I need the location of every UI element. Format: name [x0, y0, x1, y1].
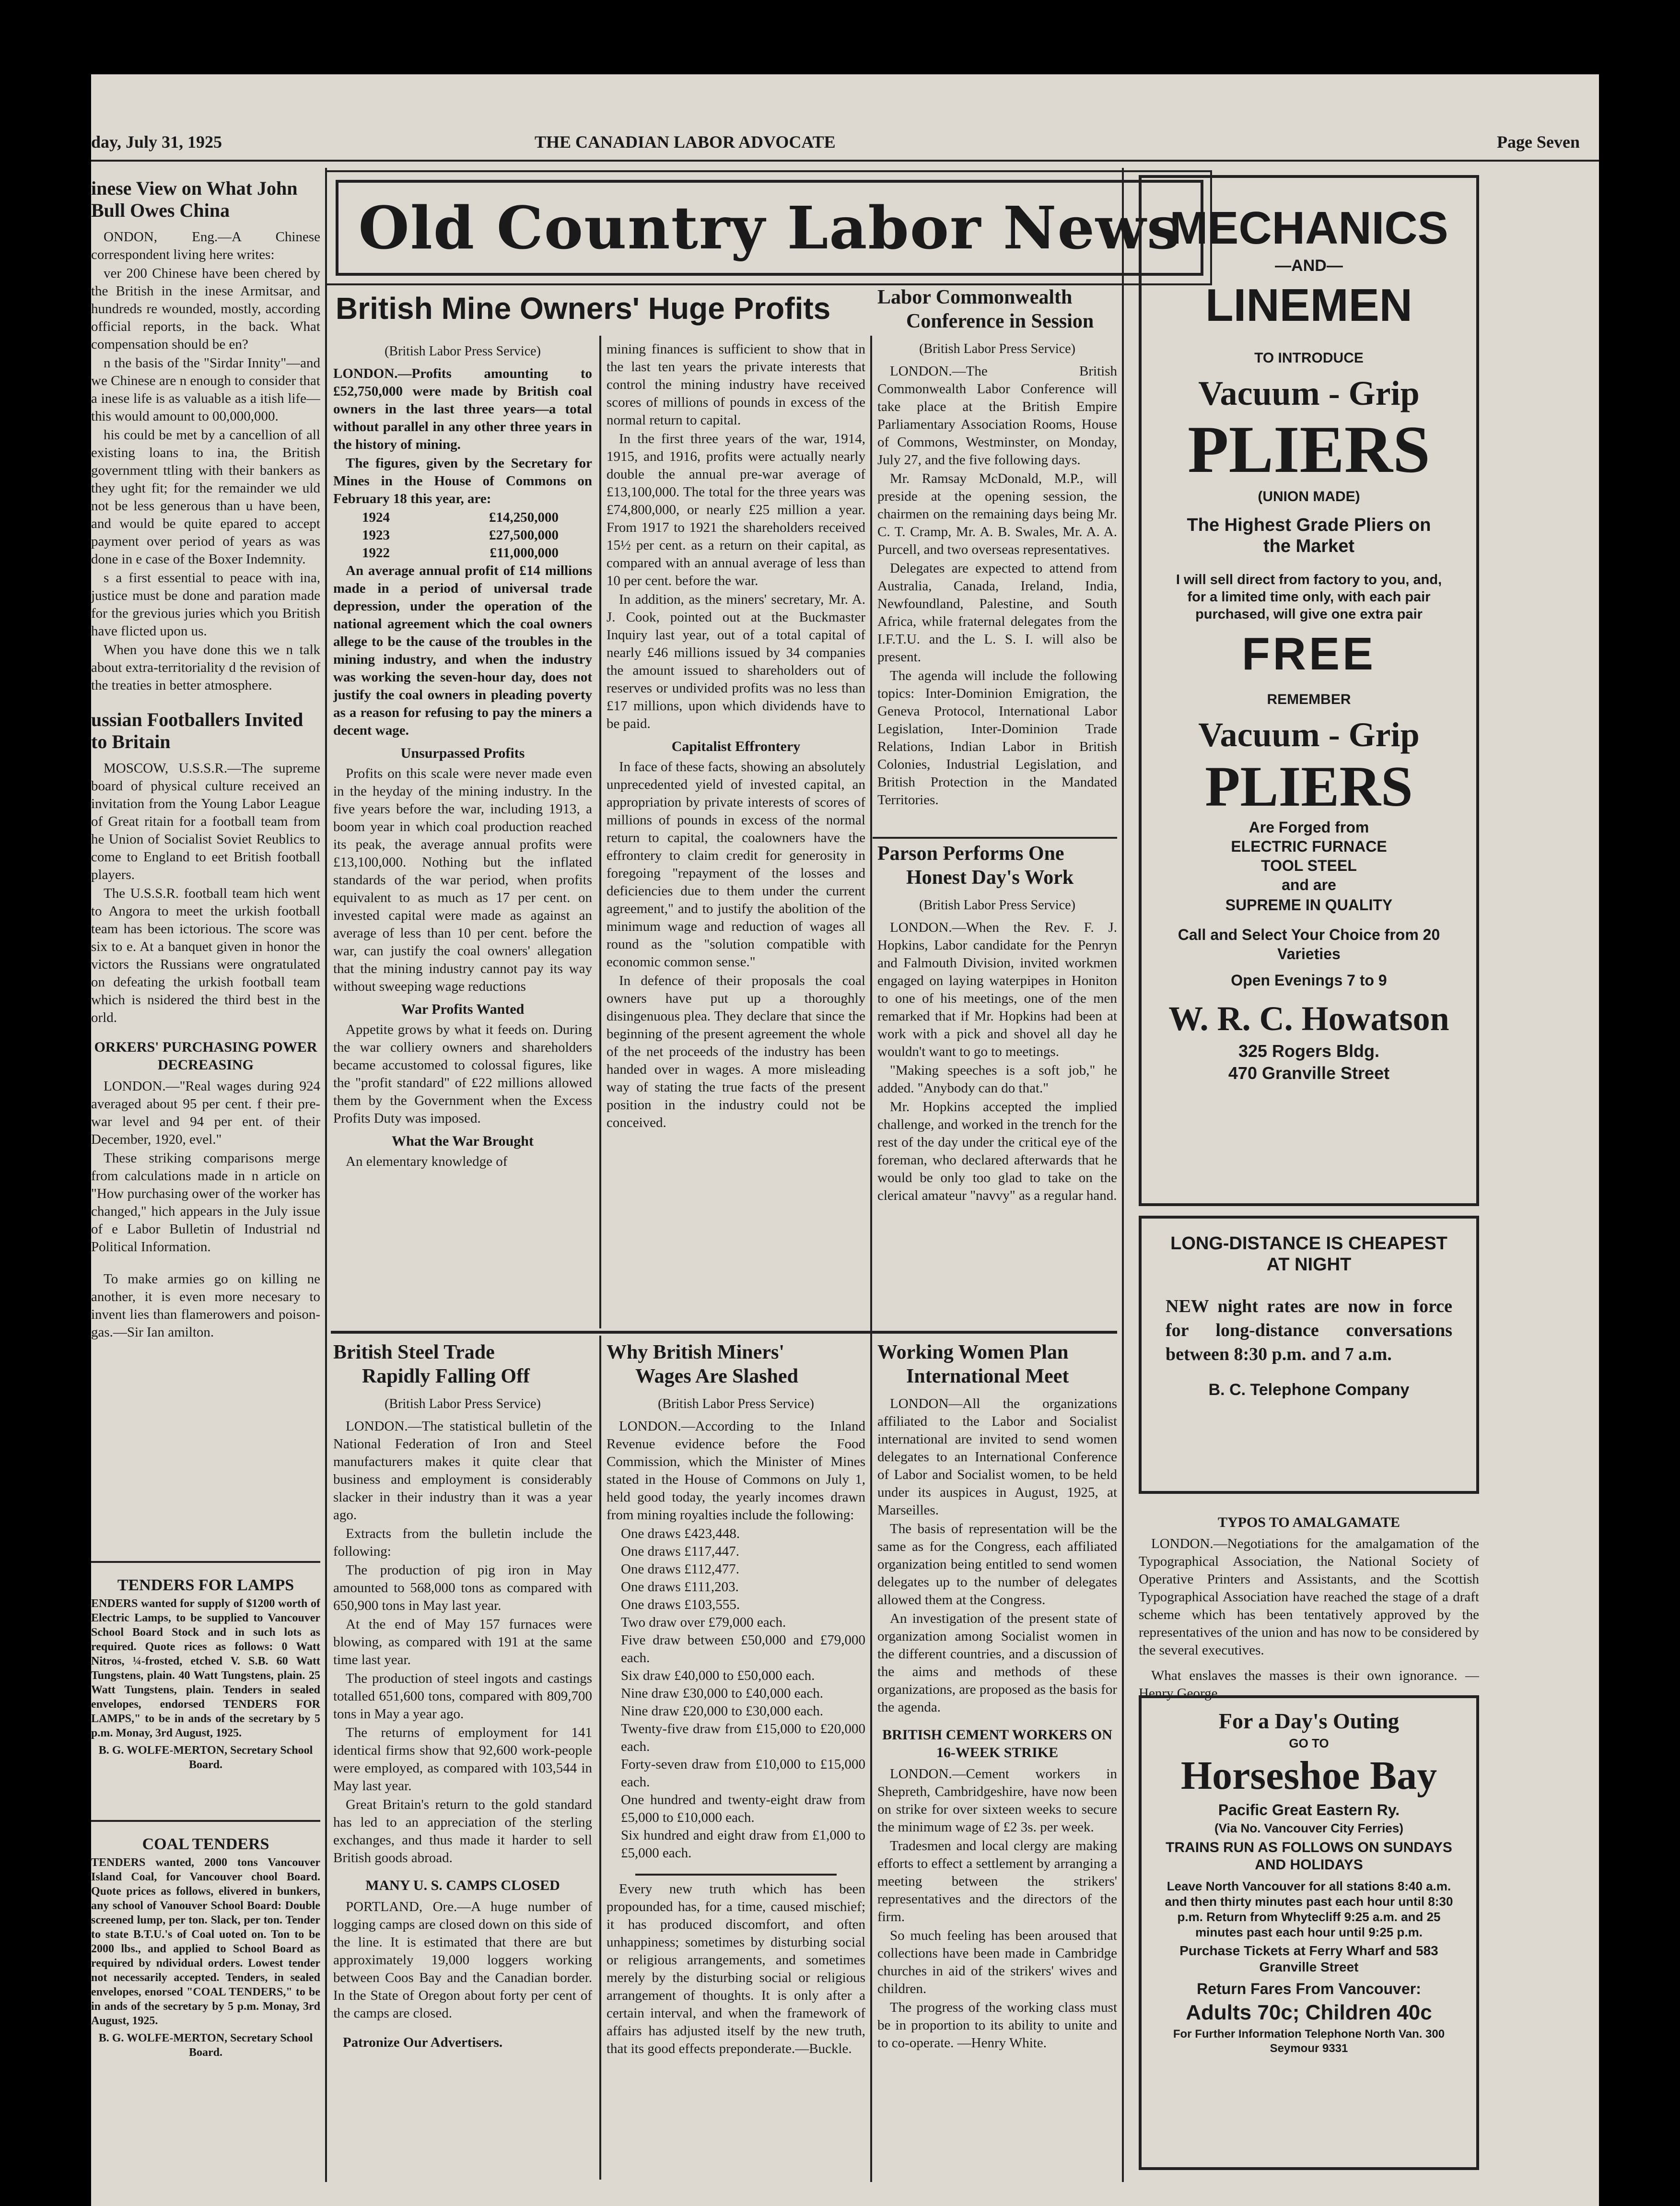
steel-paragraph: The returns of employment for 141 identical firms show that 92,600 work-people were employed, as compared with 103,544 in May last year.	[333, 1725, 592, 1794]
cement-paragraph: Tradesmen and local clergy are making efforts to effect a settlement by arranging a meeting between the strikers' representatives and the directors of the firm.	[877, 1838, 1117, 1924]
ad-supreme: SUPREME IN QUALITY	[1225, 896, 1393, 914]
royalty-item: One draws £423,448.	[621, 1526, 740, 1541]
ad-pliers: PLIERS	[1188, 412, 1430, 487]
cement-paragraph: LONDON.—Cement workers in Shepreth, Cambridgeshire, have now been on strike for over sixteen weeks to secure the minimum wage of £2 3s. per week.	[877, 1766, 1117, 1835]
cement-headline: BRITISH CEMENT WORKERS ON 16-WEEK STRIKE	[882, 1727, 1112, 1760]
ferry-fares-head: Return Fares From Vancouver:	[1197, 1980, 1421, 1997]
press-service: (British Labor Press Service)	[919, 898, 1075, 913]
commonwealth-paragraph: LONDON.—The British Commonwealth Labor Conference will take place at the British Empire Parliamentary Association Rooms, House of Commons, Westminster, on Monday, July 27, and the five following days.	[877, 364, 1117, 468]
lamps-tender	[91, 1571, 320, 1820]
telephone-ad	[1139, 1216, 1479, 1494]
commonwealth-paragraph: The agenda will include the following topics: Inter-Dominion Emigration, the Geneva Protocol, International Labor Legislation, Inter-Dominion Trade Relations, Indian Labor in British Colonies, Industrial Legislation, and British Protection in the Mandated Territories.	[877, 668, 1117, 808]
left-column	[91, 177, 320, 1640]
press-service: (British Labor Press Service)	[658, 1396, 814, 1411]
issue-date: day, July 31, 1925	[91, 132, 222, 152]
wages-headline: Why British Miners' Wages Are Slashed	[607, 1341, 798, 1387]
commonwealth-paragraph: Mr. Ramsay McDonald, M.P., will preside at the opening session, the chairmen on the remaining days being Mr. C. T. Cramp, Mr. A. B. Swales, Mr. A. A. Purcell, and two overseas representatives.	[877, 471, 1117, 557]
russia-paragraph: MOSCOW, U.S.S.R.—The supreme board of physical culture received an invitation from the Young Labor League of Great ritain for a football team from he Union of Socialist Soviet Reublics to come to England to eet British football players.	[91, 761, 320, 882]
newspaper-name: THE CANADIAN LABOR ADVOCATE	[535, 132, 836, 152]
royalty-item: One draws £117,447.	[621, 1544, 739, 1559]
header-rule	[91, 160, 1599, 162]
ferry-fares: Adults 70c; Children 40c	[1186, 2001, 1432, 2024]
steel-paragraph: The production of steel ingots and castings totalled 651,600 tons, compared with 809,700 tons in May a year ago.	[333, 1671, 592, 1722]
royalty-item: Nine draw £20,000 to £30,000 each.	[621, 1703, 824, 1719]
press-service: (British Labor Press Service)	[385, 344, 541, 359]
mine-lead: LONDON.—Profits amounting to £52,750,000 were made by British coal owners in the last three years—a total without parallel in any other three years in the history of mining.	[333, 366, 592, 452]
ad-introduce: TO INTRODUCE	[1254, 350, 1364, 366]
phone-signature: B. C. Telephone Company	[1208, 1381, 1410, 1399]
women-paragraph: LONDON—All the organizations affiliated to the Labor and Socialist international are invited to send women delegates to an International Conference of Labor and Socialist women, to be held under its auspices in August, 1925, at Marseilles.	[877, 1396, 1117, 1518]
china-paragraph: his could be met by a cancellion of all existing loans to ina, the British government ttling with their bankers as they ught fit; for the remainder we uld not be less generous than u have been, and would be quite epared to accept payment over period of years as was done in e case of the Boxer Indemnity.	[91, 427, 320, 567]
profit-row: 1923 £27,500,000	[362, 528, 559, 543]
cement-paragraph: The progress of the working class must be in proportion to its ability to unite and to co-operate. —Henry White.	[877, 2000, 1117, 2051]
patronize-line: Patronize Our Advertisers.	[343, 2035, 503, 2050]
royalty-item: Six hundred and eight draw from £1,000 to £5,000 each.	[621, 1828, 865, 1861]
steel-paragraph: At the end of May 157 furnaces were blowing, as compared with 191 at the same time last year.	[333, 1617, 592, 1667]
press-service: (British Labor Press Service)	[919, 341, 1075, 356]
wages-intro: LONDON.—According to the Inland Revenue evidence before the Food Commission, which the Minister of Mines stated in the House of Commons on July 1, held good today, the yearly incomes drawn from mining royalties include the following:	[607, 1419, 865, 1523]
divider	[635, 1874, 837, 1876]
workers-paragraph: LONDON.—"Real wages during 924 averaged about 95 per cent. f their pre-war level and 94 per ent. of their December, 1920, evel."	[91, 1079, 320, 1147]
ad-tool-steel: TOOL STEEL	[1261, 857, 1357, 874]
parson-article	[877, 842, 1117, 1321]
mine-paragraph: mining finances is sufficient to show that in the last ten years the private interests that control the mining industry have received scores of millions of pounds in excess of the normal return to capital.	[607, 341, 865, 428]
camps-headline: MANY U. S. CAMPS CLOSED	[365, 1877, 560, 1893]
mine-paragraph: In addition, as the miners' secretary, Mr. A. J. Cook, pointed out at the Buckmaster Inquiry last year, out of a total capital of nearly £46 millions issued by 34 companies the amount issued to shareholders out of reserves or undivided profits was no less than £17 millions, upon which dividends have to be paid.	[607, 592, 865, 731]
steel-headline: British Steel Trade Rapidly Falling Off	[333, 1341, 530, 1387]
mine-paragraph: In defence of their proposals the coal owners have put up a thoroughly disingenuous plea. They declare that since the beginning of the present agreement the whole of the net proceeds of the industry has been handed over in wages. A more misleading way of stating the true facts of the present position in the industry could not be conceived.	[607, 973, 865, 1130]
steel-paragraph: Great Britain's return to the gold standard has led to an appreciation of the sterling exchanges, and thus made it harder to sell British goods abroad.	[333, 1797, 592, 1866]
section-rule	[91, 1561, 320, 1563]
mine-lead-3: An average annual profit of £14 millions made in a period of universal trade depression, under the operation of the national agreement which the coal owners allege to be the cause of the troubles in the mining industry, and when the industry was working the seven-hour day, does not justify the coal owners in pleading poverty as a reason for refusing to pay the miners a decent wage.	[333, 563, 592, 738]
subhead: War Profits Wanted	[401, 1001, 525, 1017]
ad-offer: I will sell direct from factory to you, and, for a limited time only, with each pair purchased, will give one extra pair	[1176, 572, 1442, 622]
column-rule	[1122, 168, 1124, 2182]
ferry-go-to: GO TO	[1289, 1736, 1329, 1750]
coal-headline: COAL TENDERS	[142, 1835, 269, 1853]
lamps-body: ENDERS wanted for supply of $1200 worth of Electric Lamps, to be supplied to Vancouver School Board Stock and in such lots as required. Quote rices as follows: 0 Watt Nitros, ¼-frosted, etched V. S.B. 60 Watt Tungstens, plain. 40 Watt Tungstens, plain. 25 Watt Tungstens, plain. Tenders in sealed envelopes, endorsed TENDERS FOR LAMPS," to be in ands of the secretary by 5 p.m. Monay, 3rd August, 1925.	[91, 1597, 320, 1739]
steel-article	[333, 1340, 592, 2165]
parson-paragraph: LONDON.—When the Rev. F. J. Hopkins, Labor candidate for the Penryn and Falmouth Division, invited workmen engaged on laying waterpipes in Honiton to one of his meetings, one of the men remarked that if Mr. Hopkins had been at work with a pick and shovel all day he wouldn't want to go to meetings.	[877, 920, 1117, 1059]
camps-paragraph: PORTLAND, Ore.—A huge number of logging camps are closed down on this side of the line. It is estimated that there are but approximately 19,000 loggers working between Coos Bay and the Canadian border. In the State of Oregon about forty per cent of the camps are closed.	[333, 1899, 592, 2021]
mine-headline: British Mine Owners' Huge Profits	[336, 291, 831, 326]
ferry-schedule: Leave North Vancouver for all stations 8:40 a.m. and then thirty minutes past each hour until 8:30 p.m. Return from Whytecliff 9:25 a.m. and 25 minutes past each hour until 9:25 p.m.	[1165, 1879, 1453, 1939]
royalty-item: Six draw £40,000 to £50,000 each.	[621, 1668, 815, 1683]
ad-hours: Open Evenings 7 to 9	[1231, 972, 1387, 989]
royalty-item: Twenty-five draw from £15,000 to £20,000 each.	[621, 1721, 865, 1754]
lamps-headline: TENDERS FOR LAMPS	[117, 1576, 294, 1594]
royalty-item: Five draw between £50,000 and £79,000 each.	[621, 1632, 865, 1666]
phone-body: NEW night rates are now in force for long-distance conversations between 8:30 p.m. and 7 a.m.	[1166, 1296, 1452, 1364]
royalty-item: Forty-seven draw from £10,000 to £15,000 each.	[621, 1757, 865, 1790]
mine-lead-2: The figures, given by the Secretary for Mines in the House of Commons on February 18 this year, are:	[333, 456, 592, 506]
section-masthead: Old Country Labor News	[336, 180, 1203, 276]
parson-headline: Parson Performs One Honest Day's Work	[877, 843, 1074, 889]
ad-address-2: 470 Granville Street	[1228, 1063, 1390, 1083]
buckle-quote: Every new truth which has been propounded has, for a time, caused mischief; it has produced discomfort, and often unhappiness; sometimes by disturbing social or religious arrangements, and sometimes merely by the disturbing social or religious arrangement of thoughts. It is only after a certain interval, and when the framework of affairs has adjusted itself by the new truth, that its good effects preponderate.—Buckle.	[607, 1881, 865, 2056]
mine-column-1	[333, 340, 592, 1314]
ad-howatson: W. R. C. Howatson	[1168, 999, 1449, 1038]
subhead: Unsurpassed Profits	[400, 745, 525, 761]
workers-headline: ORKERS' PURCHASING POWER DECREASING	[94, 1039, 317, 1073]
royalty-item: Nine draw £30,000 to £40,000 each.	[621, 1686, 824, 1701]
workers-paragraph: These striking comparisons merge from calculations made in n article on "How purchasing ower of the worker has changed," hich appears in the July issue of e Labor Bulletin of Industrial nd Political Information.	[91, 1150, 320, 1255]
china-paragraph: n the basis of the "Sirdar Innity"—and we Chinese are n enough to consider that a inese life is as valuable as a itish life—this would amount to 00,000,000.	[91, 355, 320, 424]
mine-paragraph: Appetite grows by what it feeds on. During the war colliery owners and shareholders became accustomed to colossal figures, like the "profit standard" of £22 millions allowed them by the Government when the Excess Profits Duty was imposed.	[333, 1022, 592, 1126]
royalty-item: Two draw over £79,000 each.	[621, 1615, 786, 1630]
parson-paragraph: "Making speeches is a soft job," he added. "Anybody can do that."	[877, 1063, 1117, 1096]
royalty-list	[607, 1525, 865, 1862]
coal-body: TENDERS wanted, 2000 tons Vancouver Island Coal, for Vancouver chool Board. Quote prices as follows, elivered in bunkers, any school of Vanouver School Board: Double screened lump, per ton. Slack, per ton. Tender to state B.T.U.'s of Coal uoted on. Ton to be 2000 lbs., and applied to School Board as required by ndividual orders. Lowest tender not necessarily accepted. Tenders, in sealed envelopes, enorsed "COAL TENDERS," to be in ands of the secretary by 5 p.m. Monay, 3rd August, 1925.	[91, 1856, 320, 2027]
subhead: What the War Brought	[392, 1133, 534, 1149]
steel-paragraph: Extracts from the bulletin include the following:	[333, 1526, 592, 1559]
masthead-frame	[325, 170, 1212, 285]
ad-linemen: LINEMEN	[1205, 280, 1412, 331]
mine-column-2	[607, 340, 865, 1314]
ad-mechanics: MECHANICS	[1169, 202, 1448, 254]
pliers-ad	[1139, 175, 1479, 1206]
steel-paragraph: The production of pig iron in May amounted to 568,000 tons as compared with 650,900 tons in May last year.	[333, 1562, 592, 1613]
ad-highest-grade: The Highest Grade Pliers on the Market	[1187, 515, 1431, 556]
section-rule	[873, 837, 1117, 839]
china-paragraph: ver 200 Chinese have been chered by the British in the inese Armitsar, and hundreds re wounded, mostly, according official reports, in the back. What compensation should be en?	[91, 266, 320, 352]
typos-headline: TYPOS TO AMALGAMATE	[1217, 1514, 1400, 1530]
mine-paragraph: An elementary knowledge of	[346, 1154, 508, 1169]
wages-article	[607, 1340, 865, 2165]
women-paragraph: The basis of representation will be the same as for the Congress, each affiliated organization being entitled to send women delegates up to the number of delegates allowed them at the Congress.	[877, 1521, 1117, 1608]
ferry-ad	[1139, 1695, 1479, 2170]
ferry-schedule-head: TRAINS RUN AS FOLLOWS ON SUNDAYS AND HOLIDAYS	[1166, 1840, 1452, 1873]
column-rule	[599, 336, 601, 1328]
parson-paragraph: Mr. Hopkins accepted the implied challenge, and worked in the trench for the rest of the day under the critical eye of the foreman, who declared afterwards that he would be only too glad to take on the clerical amateur "navvy" as a regular hand.	[877, 1099, 1117, 1203]
subhead: Capitalist Effrontery	[671, 739, 801, 754]
ad-furnace: ELECTRIC FURNACE	[1231, 838, 1387, 855]
commonwealth-headline: Labor Commonwealth Conference in Session	[877, 286, 1094, 332]
ad-and-are: and are	[1282, 876, 1336, 893]
column-rule	[325, 168, 327, 2182]
ad-forged: Are Forged from	[1248, 819, 1369, 836]
commonwealth-paragraph: Delegates are expected to attend from Australia, Canada, Ireland, India, Newfoundland, Palestine, and South Africa, while fraternal delegates from the I.F.T.U. and the L. S. I. will also be present.	[877, 561, 1117, 665]
royalty-item: One hundred and twenty-eight draw from £5,000 to £10,000 each.	[621, 1792, 865, 1825]
column-rule	[870, 336, 872, 2182]
ferry-tickets: Purchase Tickets at Ferry Wharf and 583 Granville Street	[1179, 1943, 1438, 1974]
russia-headline: ussian Footballers Invited to Britain	[91, 709, 303, 752]
ad-vacuum-grip: Vacuum - Grip	[1198, 374, 1420, 412]
commonwealth-article	[877, 285, 1117, 894]
lamps-signature: B. G. WOLFE-MERTON, Secretary School Board.	[98, 1744, 313, 1771]
royalty-item: One draws £111,203.	[621, 1579, 739, 1595]
women-headline: Working Women Plan International Meet	[877, 1341, 1069, 1387]
ad-remember: REMEMBER	[1267, 692, 1351, 707]
ad-select: Call and Select Your Choice from 20 Varieties	[1178, 926, 1440, 962]
ferry-horseshoe-bay: Horseshoe Bay	[1180, 1753, 1437, 1798]
ferry-via: (Via No. Vancouver City Ferries)	[1214, 1821, 1403, 1835]
page-header	[91, 132, 1599, 161]
press-service: (British Labor Press Service)	[385, 1396, 541, 1411]
ad-and: —AND—	[1275, 257, 1343, 275]
section-rule	[331, 1331, 1117, 1334]
ad-union-made: (UNION MADE)	[1258, 489, 1360, 505]
typos-paragraph: LONDON.—Negotiations for the amalgamation of the Typographical Association, the National Society of Operative Printers and Assistants, and the Scottish Typographical Association have reached the stage of a draft scheme which has been tentatively approved by the representatives of the union and has now to be considered by the several executives.	[1139, 1536, 1479, 1658]
newspaper-page	[91, 74, 1599, 2206]
royalty-item: One draws £112,477.	[621, 1561, 739, 1577]
cement-paragraph: So much feeling has been aroused that collections have been made in Cambridge churches in aid of the strikers' wives and children.	[877, 1928, 1117, 1996]
steel-paragraph: LONDON.—The statistical bulletin of the National Federation of Iron and Steel manufacturers makes it quite clear that business and employment is considerably slacker in their industry than it was a year ago.	[333, 1419, 592, 1523]
george-quote: What enslaves the masses is their own ignorance. — Henry George.	[1139, 1668, 1479, 1701]
women-article	[877, 1340, 1117, 2165]
mine-paragraph: Profits on this scale were never made even in the heyday of the mining industry. In the five years before the war, including 1913, a boom year in which coal production reached its peak, the average annual profits were £13,100,000. Nothing but the inflated standards of the war period, when profits equivalent to as much as 17 per cent. on invested capital were made as against an average of less than 10 per cent. before the war, can justify the coal owners' allegation that the mining industry cannot pay its way without sweeping wage reductions	[333, 766, 592, 994]
section-rule	[91, 1820, 320, 1822]
ad-address-1: 325 Rogers Bldg.	[1238, 1041, 1380, 1061]
ad-free: FREE	[1241, 628, 1377, 680]
ferry-info: For Further Information Telephone North Van. 300 Seymour 9331	[1173, 2028, 1445, 2055]
china-paragraph: ONDON, Eng.—A Chinese correspondent living here writes:	[91, 229, 320, 262]
page-number: Page Seven	[1497, 132, 1580, 152]
mine-paragraph: In the first three years of the war, 1914, 1915, and 1916, profits were actually nearly double the annual pre-war average of £13,100,000. The total for the three years was £74,800,000, or nearly £25 million a year. From 1917 to 1921 the shareholders received 15½ per cent. as a return on their capital, as compared with an annual average of less than 10 per cent. before the war.	[607, 431, 865, 588]
women-paragraph: An investigation of the present state of organization among Socialist women in the different countries, and a discussion of the aims and methods of these organizations, are proposed as the basis for the agenda.	[877, 1611, 1117, 1715]
column-rule	[599, 1336, 601, 2180]
royalty-item: One draws £103,555.	[621, 1597, 740, 1612]
china-paragraph: When you have done this we n talk about extra-territoriality d the revision of the treaties in better atmosphere.	[91, 642, 320, 693]
profit-row: 1924 £14,250,000	[362, 510, 559, 525]
mine-paragraph: In face of these facts, showing an absolutely unprecedented yield of invested capital, an appropriation by private interests of scores of millions of pounds in excess of the normal return to capital, the coalowners have the effrontery to claim credit for generosity in foregoing "repayment of the losses and deficiencies due to them under the current agreement," and to justify the abolition of the minimum wage and reduction of wages all round as the "solution compatible with economic common sense."	[607, 759, 865, 970]
russia-paragraph: The U.S.S.R. football team hich went to Angora to meet the urkish football team has been ictorious. The score was six to e. At a banquet given in honor the victors the Russians were ongratulated on defeating the urkish football team which is nsidered the third best in the orld.	[91, 886, 320, 1025]
profit-row: 1922 £11,000,000	[362, 545, 559, 561]
china-paragraph: s a first essential to peace with ina, justice must be done and paration made for the grevious juries which you British have flicted upon us.	[91, 570, 320, 639]
hamilton-quote: To make armies go on killing ne another, it is even more necesary to invent lies than flamerowers and poison-gas.—Sir Ian amilton.	[91, 1271, 320, 1340]
ferry-railway: Pacific Great Eastern Ry.	[1218, 1801, 1400, 1819]
coal-signature: B. G. WOLFE-MERTON, Secretary School Board.	[98, 2032, 313, 2059]
phone-headline: LONG-DISTANCE IS CHEAPEST AT NIGHT	[1170, 1233, 1447, 1275]
ferry-outing: For a Day's Outing	[1218, 1709, 1400, 1733]
ad-pliers-2: PLIERS	[1205, 754, 1413, 818]
coal-tender	[91, 1830, 320, 2165]
ad-vacuum-grip-2: Vacuum - Grip	[1198, 716, 1420, 754]
china-headline: inese View on What John Bull Owes China	[91, 177, 298, 221]
